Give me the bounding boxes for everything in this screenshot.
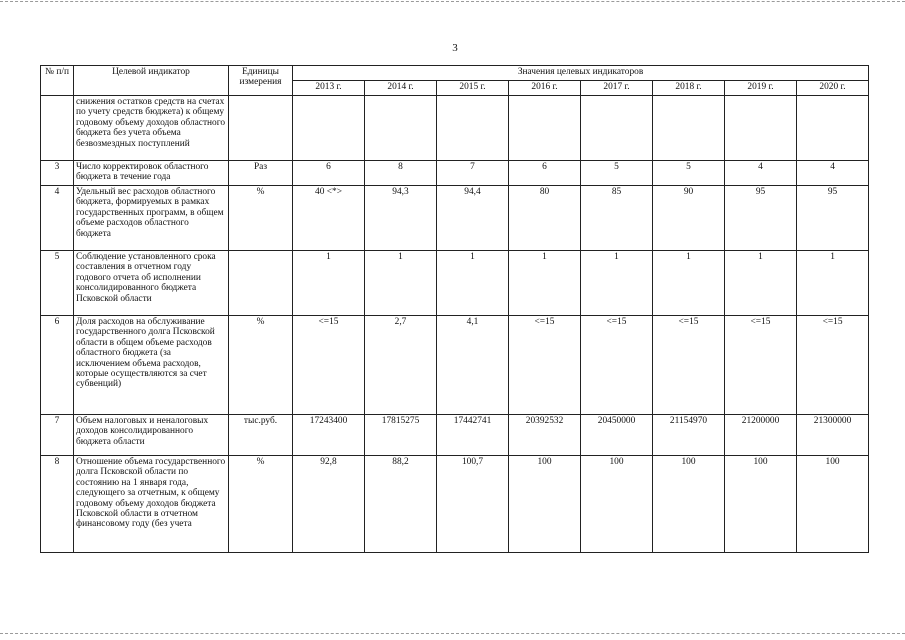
row-unit: % bbox=[229, 456, 293, 553]
table-row bbox=[41, 316, 869, 415]
row-value: <=15 bbox=[797, 316, 869, 415]
row-value: 100 bbox=[581, 456, 653, 553]
row-unit: % bbox=[229, 316, 293, 415]
row-value: 100,7 bbox=[437, 456, 509, 553]
row-value: 95 bbox=[725, 186, 797, 251]
row-value: <=15 bbox=[725, 316, 797, 415]
header-year: 2018 г. bbox=[653, 81, 725, 96]
row-value bbox=[365, 96, 437, 161]
row-value: 1 bbox=[509, 251, 581, 316]
row-value: 2,7 bbox=[365, 316, 437, 415]
row-value: <=15 bbox=[653, 316, 725, 415]
table-row bbox=[41, 415, 869, 456]
row-indicator: Отношение объема государственного долга Псковской области по состоянию на 1 января года, следующего за отчетным, к общему годовому объему доходов бюджета Псковской области в отчетном финансовому году (без учета bbox=[74, 456, 229, 553]
row-value: 21154970 bbox=[653, 415, 725, 456]
row-value: 100 bbox=[509, 456, 581, 553]
row-value: 5 bbox=[581, 161, 653, 186]
row-unit: Раз bbox=[229, 161, 293, 186]
indicators-table bbox=[40, 65, 869, 553]
row-value: 8 bbox=[365, 161, 437, 186]
row-value bbox=[797, 96, 869, 161]
row-value: 21300000 bbox=[797, 415, 869, 456]
table-row bbox=[41, 456, 869, 553]
scan-edge-bottom bbox=[0, 633, 905, 634]
row-value: 6 bbox=[509, 161, 581, 186]
row-value: 1 bbox=[797, 251, 869, 316]
row-value: 1 bbox=[725, 251, 797, 316]
row-value: 100 bbox=[797, 456, 869, 553]
row-unit: % bbox=[229, 186, 293, 251]
row-value: 88,2 bbox=[365, 456, 437, 553]
row-value: <=15 bbox=[581, 316, 653, 415]
row-value: 4 bbox=[797, 161, 869, 186]
row-unit bbox=[229, 251, 293, 316]
row-value: 20450000 bbox=[581, 415, 653, 456]
row-value: 1 bbox=[293, 251, 365, 316]
header-indicator: Целевой индикатор bbox=[74, 66, 229, 96]
row-value: 17815275 bbox=[365, 415, 437, 456]
row-value: 1 bbox=[581, 251, 653, 316]
row-value bbox=[437, 96, 509, 161]
row-value bbox=[725, 96, 797, 161]
row-value: 1 bbox=[653, 251, 725, 316]
row-value bbox=[509, 96, 581, 161]
row-value: 5 bbox=[653, 161, 725, 186]
row-unit bbox=[229, 96, 293, 161]
header-year: 2013 г. bbox=[293, 81, 365, 96]
row-number: 5 bbox=[41, 251, 74, 316]
header-values-group: Значения целевых индикаторов bbox=[293, 66, 869, 81]
row-value: 6 bbox=[293, 161, 365, 186]
row-value: 95 bbox=[797, 186, 869, 251]
row-value: 21200000 bbox=[725, 415, 797, 456]
row-value: 7 bbox=[437, 161, 509, 186]
header-year: 2019 г. bbox=[725, 81, 797, 96]
row-value: 4 bbox=[725, 161, 797, 186]
header-row bbox=[41, 66, 869, 81]
row-number bbox=[41, 96, 74, 161]
row-value: 85 bbox=[581, 186, 653, 251]
row-number: 3 bbox=[41, 161, 74, 186]
table-row bbox=[41, 161, 869, 186]
page-number: 3 bbox=[452, 42, 458, 54]
row-indicator: Число корректировок областного бюджета в течение года bbox=[74, 161, 229, 186]
row-value: 40 <*> bbox=[293, 186, 365, 251]
scan-edge-top bbox=[0, 1, 905, 2]
header-year: 2017 г. bbox=[581, 81, 653, 96]
header-year: 2015 г. bbox=[437, 81, 509, 96]
row-indicator: Доля расходов на обслуживание государственного долга Псковской области в общем объеме расходов областного бюджета (за исключением объема расходов, которые осуществляются за счет субвенций) bbox=[74, 316, 229, 415]
table-row bbox=[41, 251, 869, 316]
header-year: 2016 г. bbox=[509, 81, 581, 96]
row-value: 1 bbox=[437, 251, 509, 316]
row-value: 1 bbox=[365, 251, 437, 316]
row-indicator: Объем налоговых и неналоговых доходов консолидированного бюджета области bbox=[74, 415, 229, 456]
header-year: 2020 г. bbox=[797, 81, 869, 96]
row-value: 80 bbox=[509, 186, 581, 251]
header-year: 2014 г. bbox=[365, 81, 437, 96]
row-value: 94,3 bbox=[365, 186, 437, 251]
row-value: 20392532 bbox=[509, 415, 581, 456]
row-number: 6 bbox=[41, 316, 74, 415]
row-number: 8 bbox=[41, 456, 74, 553]
row-value: 17243400 bbox=[293, 415, 365, 456]
header-unit: Единицы измерения bbox=[229, 66, 293, 96]
row-value: 17442741 bbox=[437, 415, 509, 456]
row-value: 100 bbox=[725, 456, 797, 553]
row-value bbox=[293, 96, 365, 161]
table-row bbox=[41, 96, 869, 161]
row-value bbox=[581, 96, 653, 161]
row-number: 7 bbox=[41, 415, 74, 456]
row-value bbox=[653, 96, 725, 161]
row-unit: тыс.руб. bbox=[229, 415, 293, 456]
row-value: <=15 bbox=[293, 316, 365, 415]
row-value: 100 bbox=[653, 456, 725, 553]
row-indicator: Соблюдение установленного срока составления в отчетном году годового отчета об исполнении консолидированного бюджета Псковской области bbox=[74, 251, 229, 316]
row-indicator: снижения остатков средств на счетах по учету средств бюджета) к общему годовому объему доходов областного бюджета без учета объема безвозмездных поступлений bbox=[74, 96, 229, 161]
row-value: 4,1 bbox=[437, 316, 509, 415]
row-value: 94,4 bbox=[437, 186, 509, 251]
row-indicator: Удельный вес расходов областного бюджета, формируемых в рамках государственных программ, в общем объеме расходов областного бюджета bbox=[74, 186, 229, 251]
row-number: 4 bbox=[41, 186, 74, 251]
row-value: 92,8 bbox=[293, 456, 365, 553]
row-value: <=15 bbox=[509, 316, 581, 415]
table-row bbox=[41, 186, 869, 251]
header-num: № п/п bbox=[41, 66, 74, 96]
row-value: 90 bbox=[653, 186, 725, 251]
